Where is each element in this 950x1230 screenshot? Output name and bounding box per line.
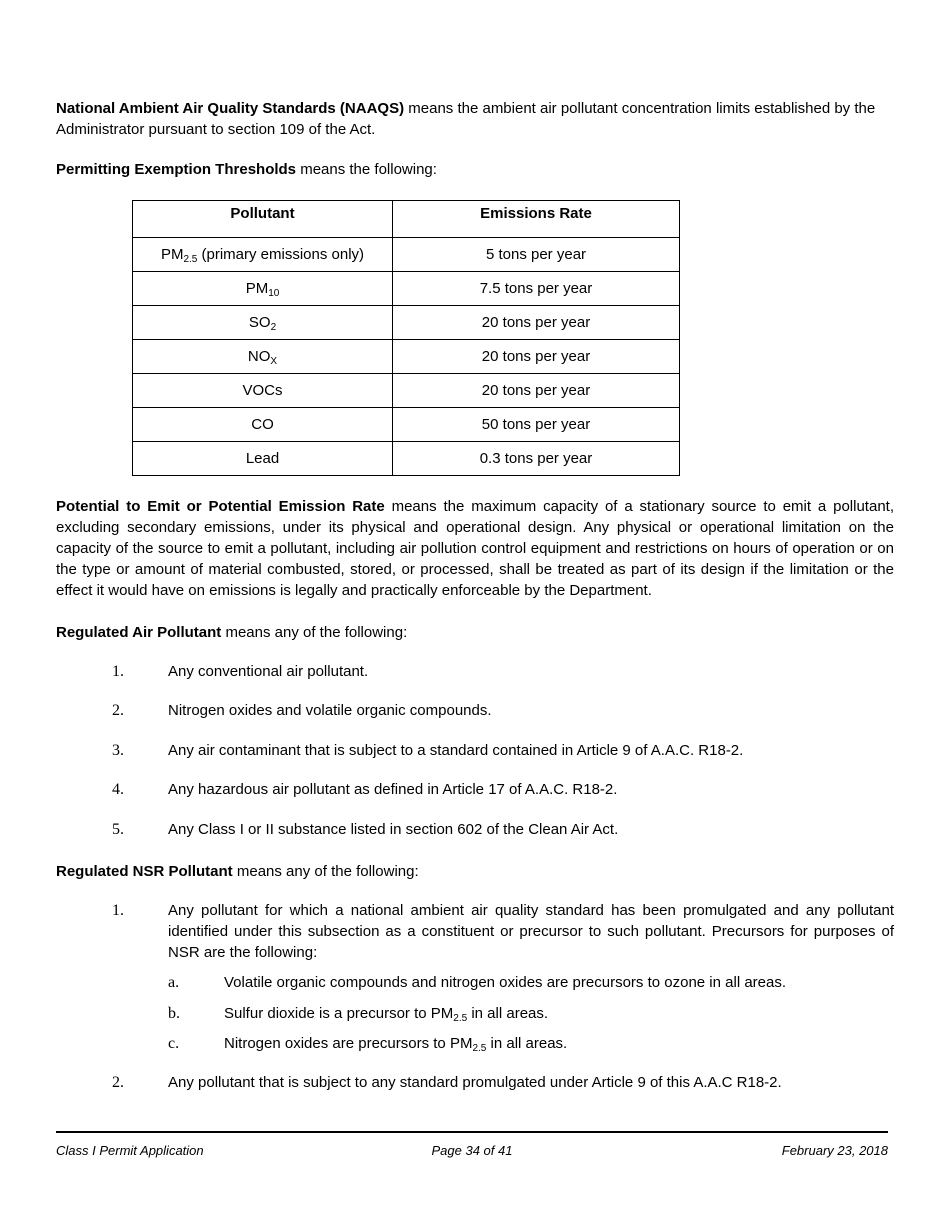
table-row (133, 442, 680, 476)
thresholds-table (132, 200, 680, 476)
table-row (133, 238, 680, 272)
list-number: 2. (112, 1074, 124, 1091)
list-text: Any Class I or II substance listed in section 602 of the Clean Air Act. (168, 821, 619, 838)
table-row (133, 272, 680, 306)
list-number: 2. (112, 702, 124, 719)
nsr-text: means any of the following: (232, 863, 419, 880)
pollutant-cell: CO (133, 408, 393, 442)
list-number: 4. (112, 781, 124, 798)
nsr-definition (56, 861, 894, 882)
table-row (133, 340, 680, 374)
nsr-term: Regulated NSR Pollutant (56, 863, 233, 880)
emissions-rate-cell: 7.5 tons per year (393, 272, 680, 306)
list-text: Any conventional air pollutant. (168, 663, 369, 680)
rap-text: means any of the following: (221, 624, 408, 641)
pollutant-cell: $NO_X$ (133, 340, 393, 374)
pte-definition (56, 496, 894, 601)
sub-list-text: Nitrogen oxides are precursors to $PM_{2.5}$ in all areas. (224, 1035, 568, 1054)
sub-list-text: Sulfur dioxide is a precursor to $PM_{2.5}$ in all areas. (224, 1005, 549, 1024)
pollutant-cell: $PM_{10}$ (133, 272, 393, 306)
list-text: Any air contaminant that is subject to a standard contained in Article 9 of A.A.C. R18-2. (168, 742, 744, 759)
emissions-rate-cell: 50 tons per year (393, 408, 680, 442)
emissions-rate-cell: 20 tons per year (393, 306, 680, 340)
naaqs-text: means the ambient air pollutant concentration limits established by the Administrator pursuant to section 109 of the Act. (56, 100, 876, 138)
list-text: Nitrogen oxides and volatile organic compounds. (168, 702, 492, 719)
footer-document-title: Class I Permit Application (56, 1143, 204, 1158)
rap-term: Regulated Air Pollutant (56, 624, 222, 641)
rap-definition (56, 622, 894, 643)
sub-list-letter: a. (168, 974, 180, 991)
table-row (133, 306, 680, 340)
pte-text: means the maximum capacity of a stationary source to emit a pollutant, excluding secondary emissions, under its physical and operational design. Any physical or operational limitation on the capacity of the source to emit a pollutant, including air pollution control equipment and restrictions on hours of operation or on the type or amount of material combusted, stored, or processed, shall be treated as part of its design if the limitation or the effect it would have on emissions is legally and practically enforceable by the Department. (56, 498, 894, 599)
thresholds-term: Permitting Exemption Thresholds (56, 161, 297, 178)
table-header-row (133, 201, 680, 238)
sub-list-letter: c. (168, 1035, 180, 1052)
footer-date: February 23, 2018 (781, 1143, 888, 1158)
emissions-rate-cell: 0.3 tons per year (393, 442, 680, 476)
sub-list-text: Volatile organic compounds and nitrogen oxides are precursors to ozone in all areas. (224, 974, 787, 991)
sub-list-letter: b. (168, 1005, 180, 1022)
list-number: 5. (112, 821, 124, 838)
pollutant-cell: VOCs (133, 374, 393, 408)
list-text: Any pollutant that is subject to any standard promulgated under Article 9 of this A.A.C R18-2. (168, 1074, 782, 1091)
table-row (133, 374, 680, 408)
thresholds-text: means the following: (296, 161, 437, 178)
list-number: 1. (112, 663, 124, 680)
naaqs-term: National Ambient Air Quality Standards (NAAQS) (56, 100, 405, 117)
list-number: 1. (112, 902, 124, 919)
column-header-emissions-rate: Emissions Rate (393, 201, 680, 238)
emissions-rate-cell: 20 tons per year (393, 340, 680, 374)
column-header-pollutant: Pollutant (133, 201, 393, 238)
list-number: 3. (112, 742, 124, 759)
list-text: Any pollutant for which a national ambient air quality standard has been promulgated and any pollutant identified under this subsection as a constituent or precursor to such pollutant. Precursors for purposes of NSR are the following: (168, 902, 894, 961)
pollutant-cell: Lead (133, 442, 393, 476)
thresholds-definition (56, 159, 894, 180)
footer-page-number: Page 34 of 41 (431, 1143, 513, 1158)
emissions-rate-cell: 5 tons per year (393, 238, 680, 272)
pollutant-cell: $SO_2$ (133, 306, 393, 340)
table-row (133, 408, 680, 442)
footer-divider (56, 1131, 888, 1133)
pte-term: Potential to Emit or Potential Emission Rate (56, 498, 385, 515)
list-text: Any hazardous air pollutant as defined in Article 17 of A.A.C. R18-2. (168, 781, 618, 798)
pollutant-cell: $PM_{2.5}$ (primary emissions only) (133, 238, 393, 272)
naaqs-definition (56, 98, 894, 140)
emissions-rate-cell: 20 tons per year (393, 374, 680, 408)
